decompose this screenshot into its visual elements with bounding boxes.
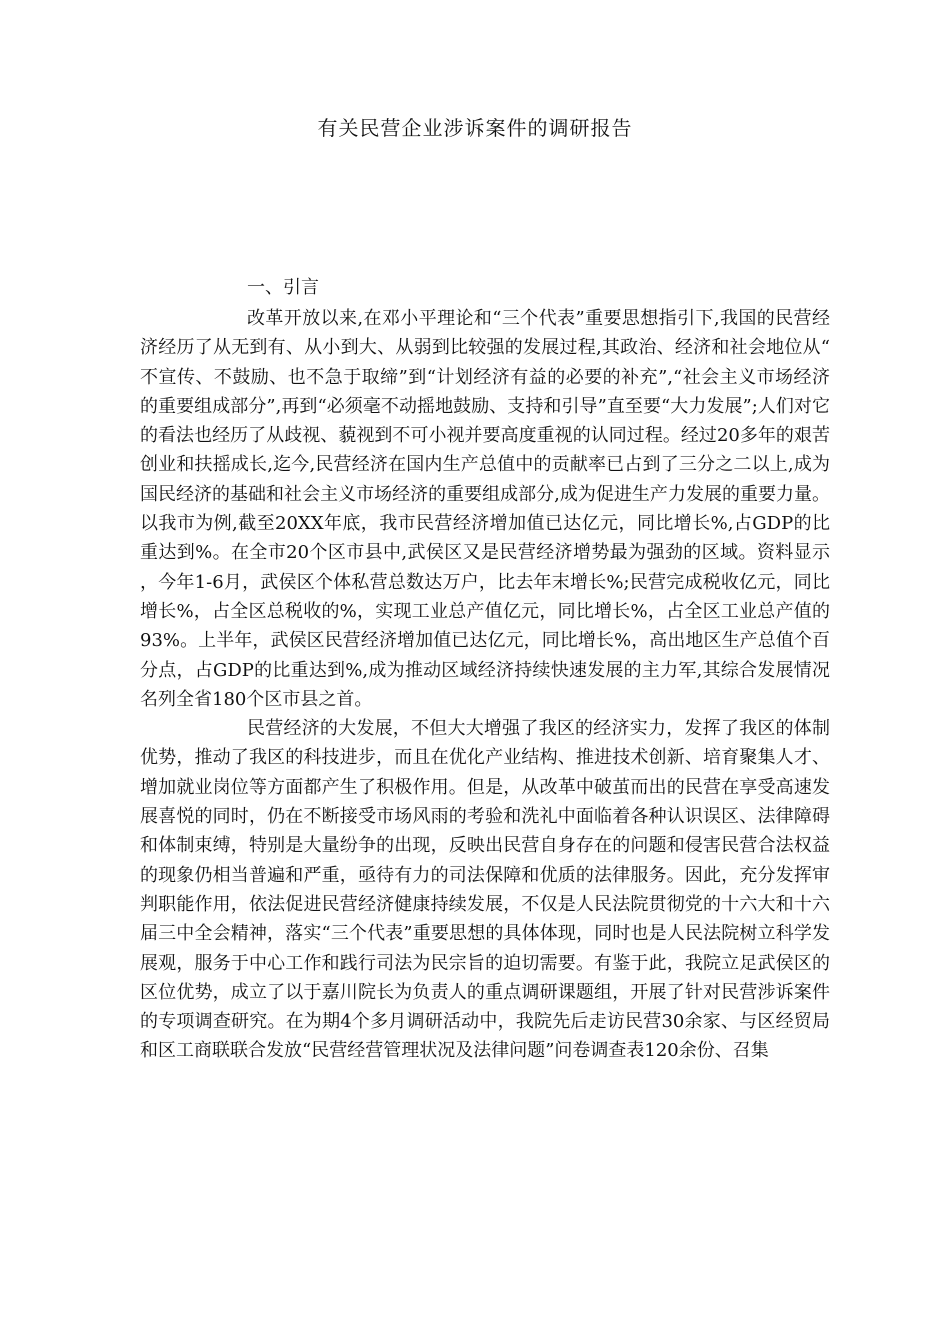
document-body	[140, 304, 830, 1066]
paragraph: 改革开放以来,在邓小平理论和“三个代表”重要思想指引下,我国的民营经济经历了从无到有、从小到大、从弱到比较强的发展过程,其政治、经济和社会地位从“不宣传、不鼓励、也不急于取缔”到“计划经济有益的必要的补充”,“社会主义市场经济的重要组成部分”,再到“必须毫不动摇地鼓励、支持和引导”直至要“大力发展”;人们对它的看法也经历了从歧视、藐视到不可小视并要高度重视的认同过程。经过20多年的艰苦创业和扶摇成长,迄今,民营经济在国内生产总值中的贡献率已占到了三分之二以上,成为国民经济的基础和社会主义市场经济的重要组成部分,成为促进生产力发展的重要力量。以我市为例,截至20XX年底，我市民营经济增加值已达亿元，同比增长%,占GDP的比重达到%。在全市20个区市县中,武侯区又是民营经济增势最为强劲的区域。资料显示，今年1-6月，武侯区个体私营总数达万户，比去年末增长%;民营完成税收亿元，同比增长%，占全区总税收的%，实现工业总产值亿元，同比增长%，占全区工业总产值的93%。上半年，武侯区民营经济增加值已达亿元，同比增长%，高出地区生产总值个百分点，占GDP的比重达到%,成为推动区域经济持续快速发展的主力军,其综合发展情况名列全省180个区市县之首。	[140, 308, 830, 710]
section-heading: 一、引言	[247, 277, 319, 298]
document-title: 有关民营企业涉诉案件的调研报告	[317, 116, 633, 140]
paragraph: 民营经济的大发展，不但大大增强了我区的经济实力，发挥了我区的体制优势，推动了我区的科技进步，而且在优化产业结构、推进技术创新、培育聚集人才、增加就业岗位等方面都产生了积极作用。但是，从改革中破茧而出的民营在享受高速发展喜悦的同时，仍在不断接受市场风雨的考验和洗礼中面临着各种认识误区、法律障碍和体制束缚，特别是大量纷争的出现，反映出民营自身存在的问题和侵害民营合法权益的现象仍相当普遍和严重，亟待有力的司法保障和优质的法律服务。因此，充分发挥审判职能作用，依法促进民营经济健康持续发展，不仅是人民法院贯彻党的十六大和十六届三中全会精神，落实“三个代表”重要思想的具体体现，同时也是人民法院树立科学发展观，服务于中心工作和践行司法为民宗旨的迫切需要。有鉴于此，我院立足武侯区的区位优势，成立了以于嘉川院长为负责人的重点调研课题组，开展了针对民营涉诉案件的专项调查研究。在为期4个多月调研活动中，我院先后走访民营30余家、与区经贸局和区工商联联合发放“民营经营管理状况及法律问题”问卷调查表120余份、召集	[140, 718, 830, 1062]
